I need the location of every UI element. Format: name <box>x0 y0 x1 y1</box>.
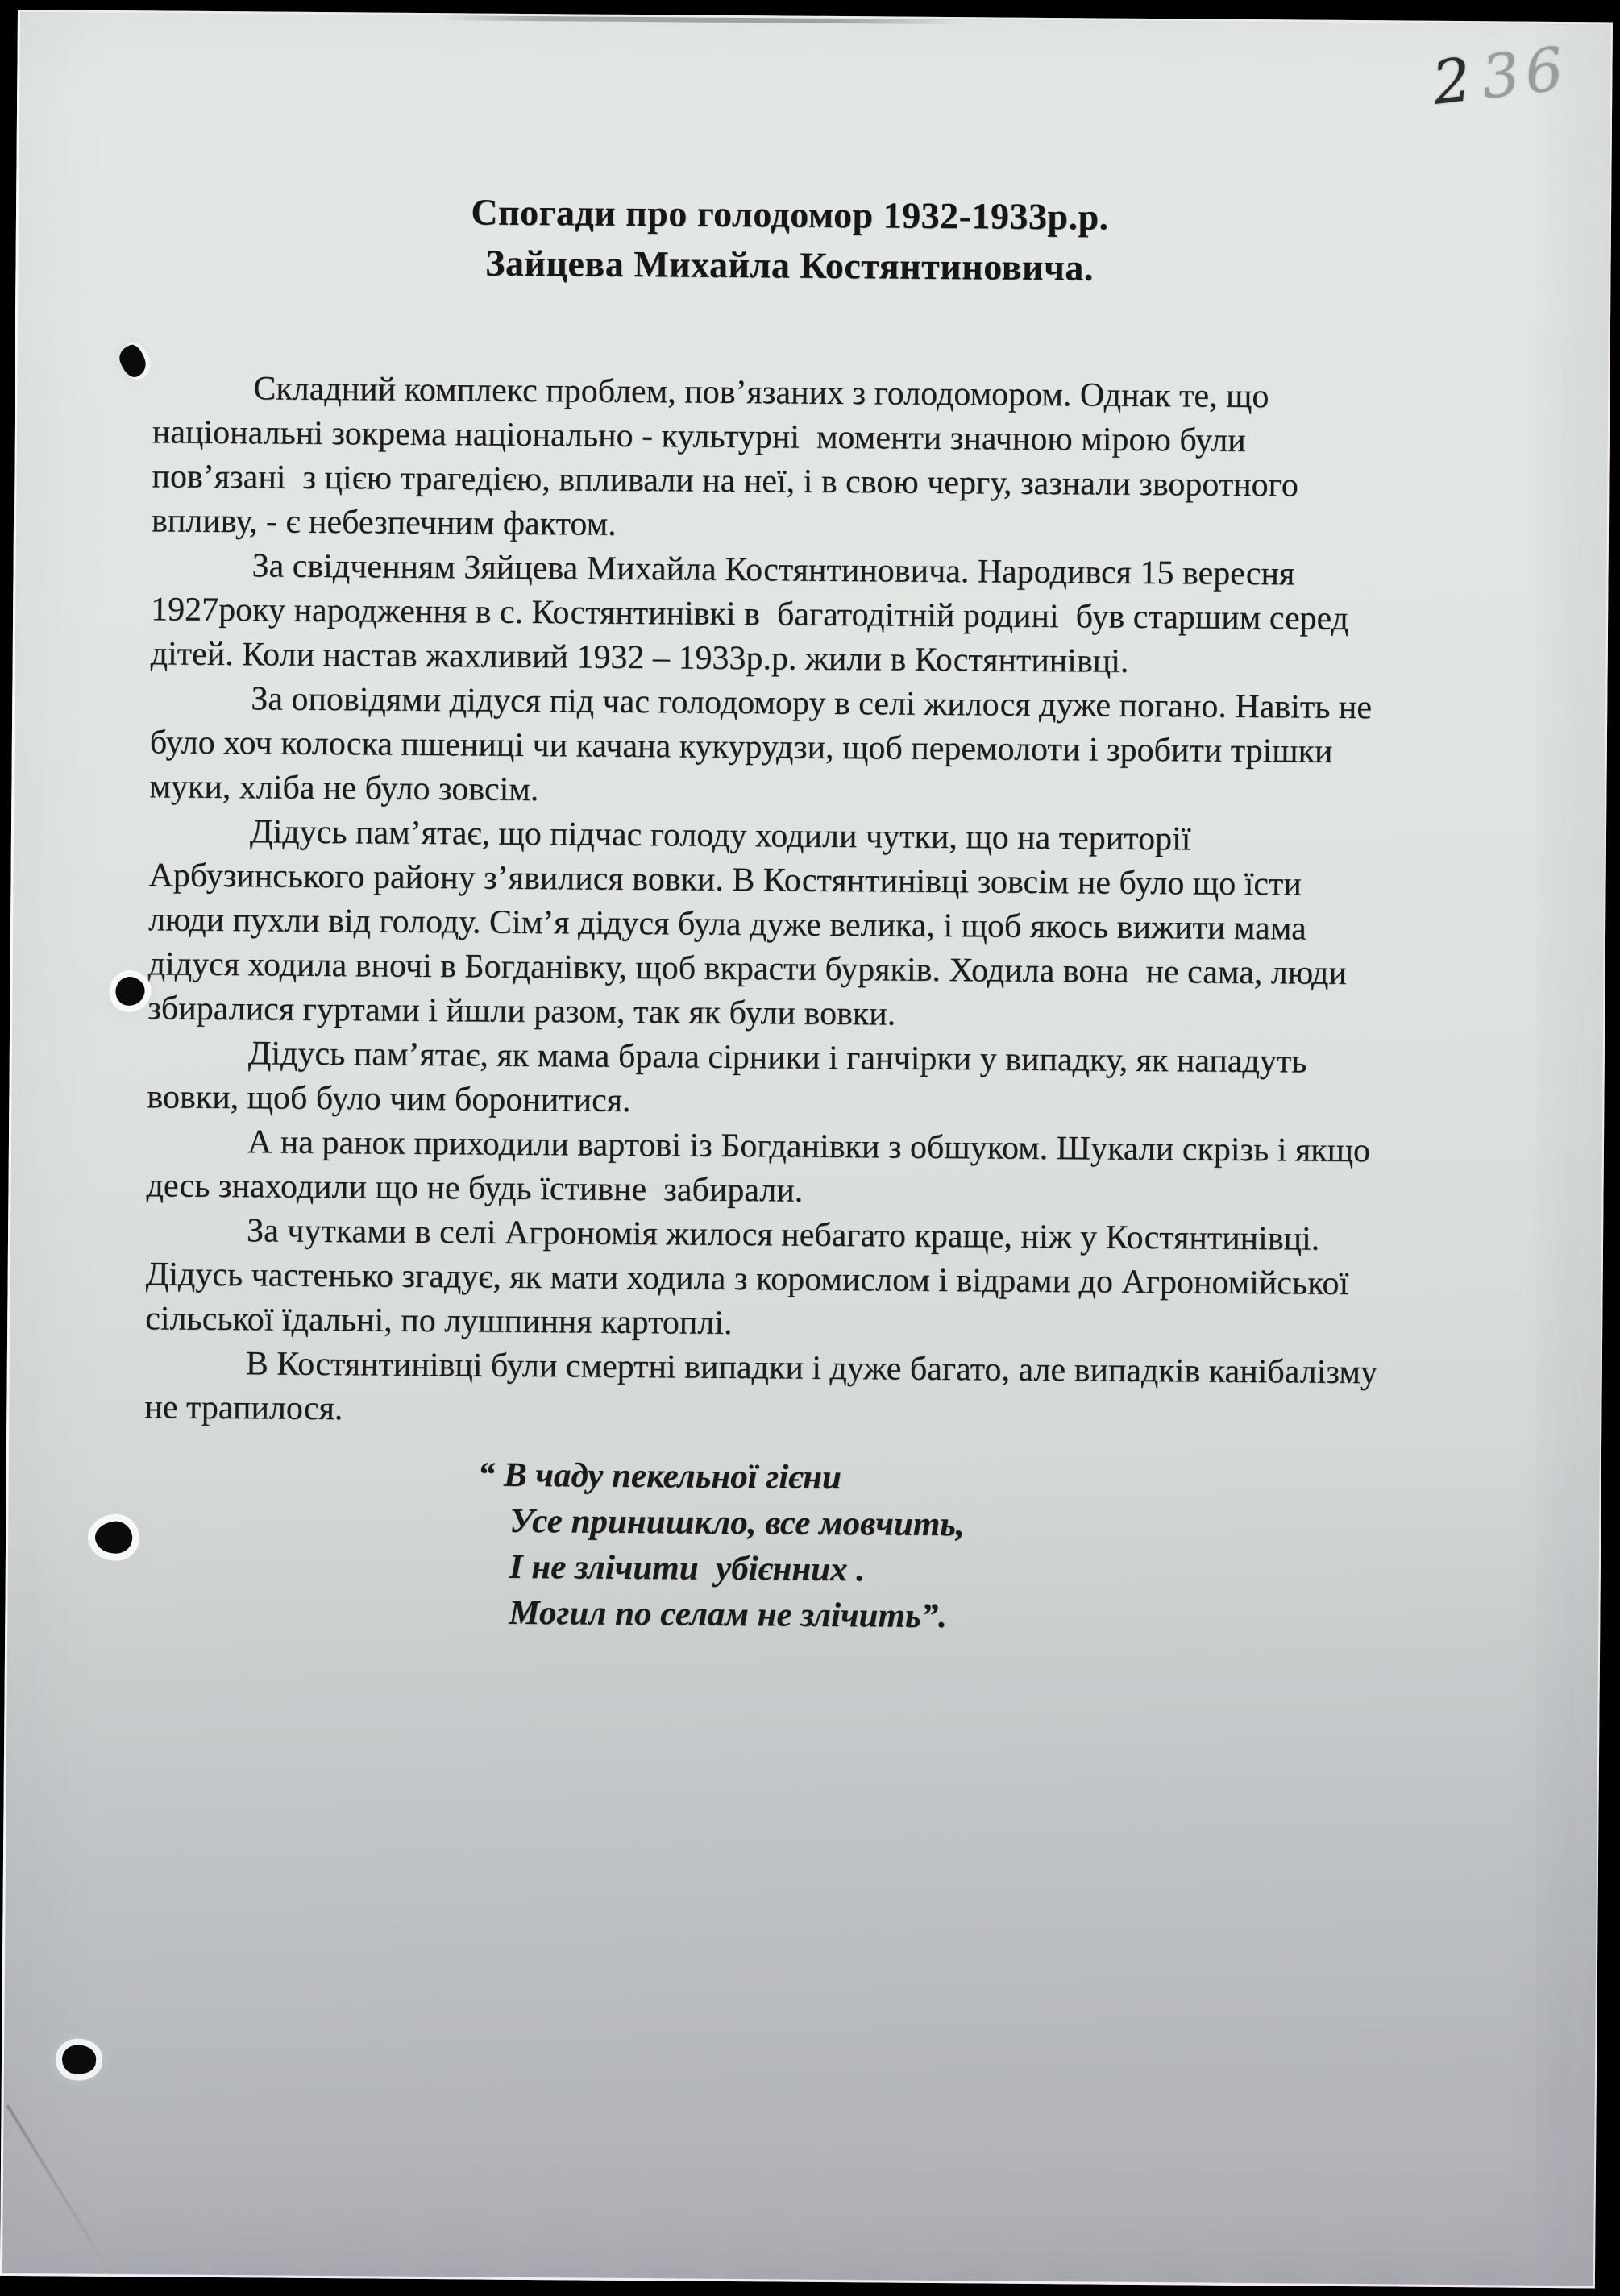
paper-corner-crease <box>6 2104 118 2285</box>
document-body <box>144 366 1547 1441</box>
paragraph-2: За свідченням Зяйцева Михайла Костянтиновича. Народився 15 вересня 1927року народження в с. Костянтинівкі в багатодітній родині був старшим серед дітей. Коли настав жахливий 1932 – 1933р.р. жили в Костянтинівці. <box>150 547 1349 680</box>
handwritten-digits-light: 36 <box>1477 34 1572 113</box>
title-line-2: Зайцева Михайла Костянтиновича. <box>484 242 1095 289</box>
scanned-document-page <box>0 10 1613 2288</box>
punch-hole-3 <box>93 1519 135 1556</box>
title-line-1: Спогади про голодомор 1932-1933р.р. <box>471 191 1109 238</box>
punch-hole-2 <box>113 974 147 1008</box>
handwritten-digit-dark: 2 <box>1428 45 1475 118</box>
poem-quote: “ В чаду пекельної гієни Усе принишкло, все мовчить, І не злічити убієнних . Могил по селам не злічить”. <box>477 1455 965 1636</box>
handwritten-page-number <box>1428 34 1572 118</box>
paper-top-crease <box>439 15 963 24</box>
punch-hole-4 <box>60 2043 98 2075</box>
paragraph-6: А на ранок приходили вартові із Богданівки з обшуком. Шукали скрізь і якщо десь знаходили що не будь їстивне забирали. <box>146 1123 1371 1210</box>
paragraph-5: Дідусь пам’ятає, як мама брала сірники і ганчірки у випадку, як нападуть вовки, щоб було чим боронитися. <box>147 1035 1307 1120</box>
paragraph-4: Дідусь пам’ятає, що підчас голоду ходили чутки, що на території Арбузинського району з’явилися вовки. В Костянтинівці зовсім не було що їсти люди пухли від голоду. Сім’я дідуся була дуже велика, і щоб якось вижити мама дідуся ходила вночі в Богданівку, щоб вкрасти буряків. Ходила вона не сама, люди збиралися гуртами і йшли разом, так як були вовки. <box>147 813 1348 1033</box>
paragraph-1: Складний комплекс проблем, пов’язаних з голодомором. Однак те, що національні зокрема національно - культурні моменти значною мірою були пов’язані з цією трагедією, впливали на неї, і в свою чергу, зазнали зворотного впливу, - є небезпечним фактом. <box>151 370 1298 543</box>
paragraph-7: За чутками в селі Агрономія жилося небагато краще, ніж у Костянтинівці. Дідусь частенько згадує, як мати ходила з коромислом і відрами до Агрономійської сільської їдальні, по лушпиння картоплі. <box>145 1212 1349 1343</box>
paragraph-8: В Костянтинівці були смертні випадки і дуже багато, але випадків канібалізму не трапилося. <box>144 1345 1378 1428</box>
document-title <box>18 183 1561 297</box>
paragraph-3: За оповідями дідуся під час голодомору в селі жилося дуже погано. Навіть не було хоч колоска пшениці чи качана кукурудзи, щоб перемолоти і зробити трішки муки, хліба не було зовсім. <box>149 680 1373 809</box>
punch-hole-1 <box>116 343 149 380</box>
